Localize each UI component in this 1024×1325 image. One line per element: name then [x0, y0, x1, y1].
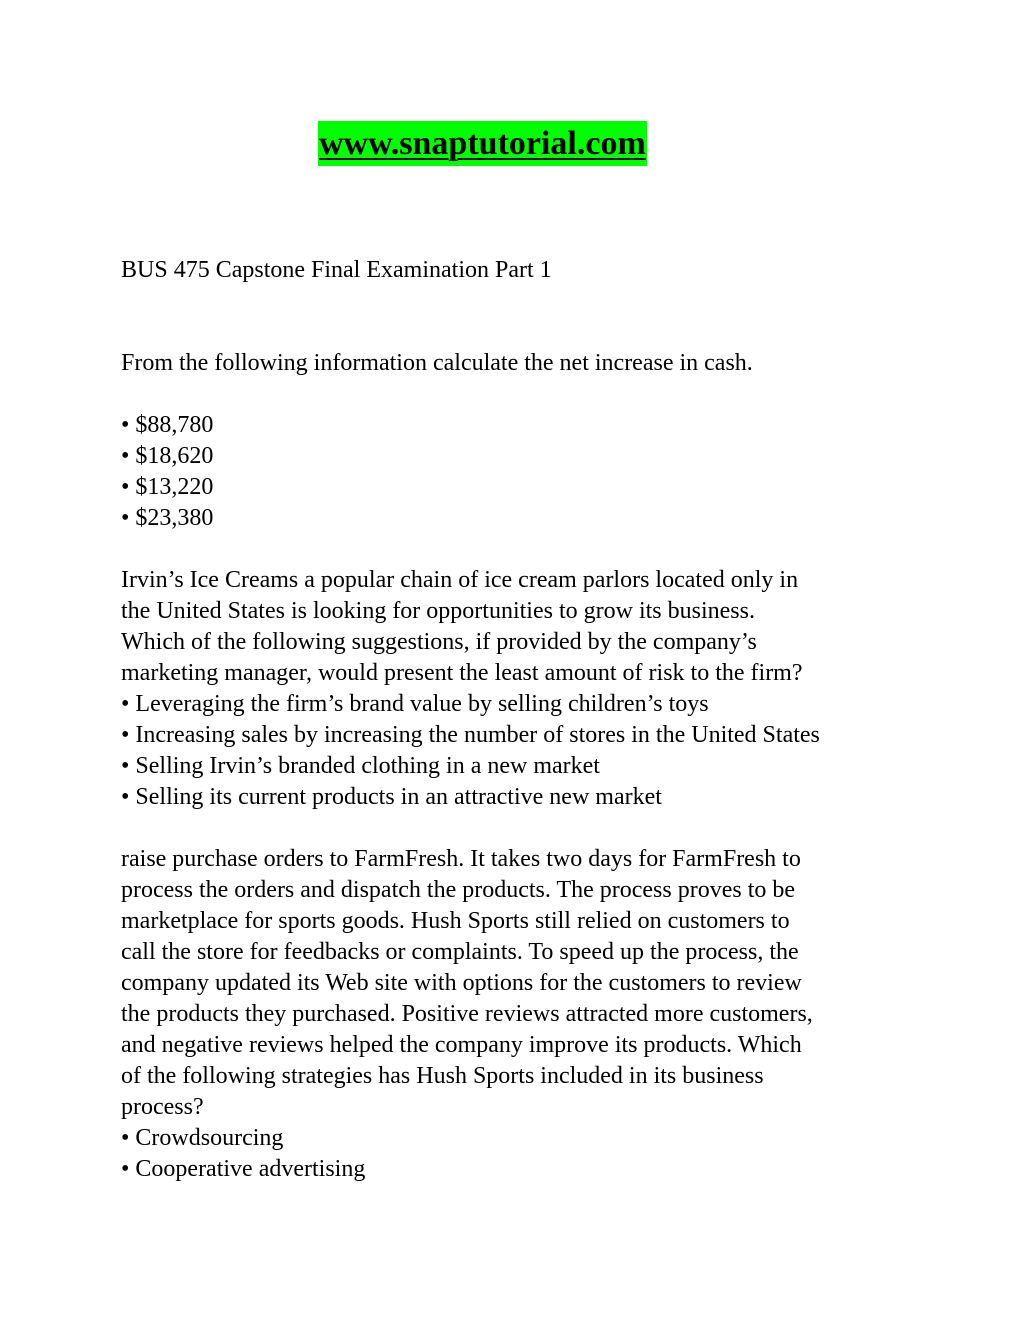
question-3-line: and negative reviews helped the company improve its products. Which [121, 1032, 802, 1058]
question-2-line: Which of the following suggestions, if provided by the company’s [121, 629, 757, 655]
question-2-option-1: • Leveraging the firm’s brand value by selling children’s toys [121, 691, 709, 717]
question-3-option-2: • Cooperative advertising [121, 1156, 366, 1182]
question-2-line: Irvin’s Ice Creams a popular chain of ice cream parlors located only in [121, 567, 799, 593]
question-2-line: the United States is looking for opportunities to grow its business. [121, 598, 755, 624]
question-1-option-2: • $18,620 [121, 443, 214, 469]
question-3-line: call the store for feedbacks or complaints. To speed up the process, the [121, 939, 799, 965]
question-3-line: of the following strategies has Hush Sports included in its business [121, 1063, 764, 1089]
question-1-option-4: • $23,380 [121, 505, 214, 531]
question-3-line: process the orders and dispatch the products. The process proves to be [121, 877, 796, 903]
question-1-option-3: • $13,220 [121, 474, 214, 500]
question-3-option-1: • Crowdsourcing [121, 1125, 284, 1151]
site-url-link[interactable]: www.snaptutorial.com [318, 121, 647, 166]
document-body [121, 255, 921, 1185]
question-1-prompt: From the following information calculate the net increase in cash. [121, 350, 753, 376]
question-2-option-2: • Increasing sales by increasing the number of stores in the United States [121, 722, 820, 748]
question-2-line: marketing manager, would present the least amount of risk to the firm? [121, 660, 803, 686]
question-3-line: marketplace for sports goods. Hush Sports still relied on customers to [121, 908, 790, 934]
exam-title: BUS 475 Capstone Final Examination Part 1 [121, 257, 552, 283]
question-3-line: company updated its Web site with options for the customers to review [121, 970, 802, 996]
question-3-line: raise purchase orders to FarmFresh. It takes two days for FarmFresh to [121, 846, 801, 872]
question-3-line: the products they purchased. Positive reviews attracted more customers, [121, 1001, 813, 1027]
question-2-option-3: • Selling Irvin’s branded clothing in a new market [121, 753, 600, 779]
question-2-option-4: • Selling its current products in an attractive new market [121, 784, 662, 810]
question-3-line: process? [121, 1094, 204, 1120]
question-1-option-1: • $88,780 [121, 412, 214, 438]
